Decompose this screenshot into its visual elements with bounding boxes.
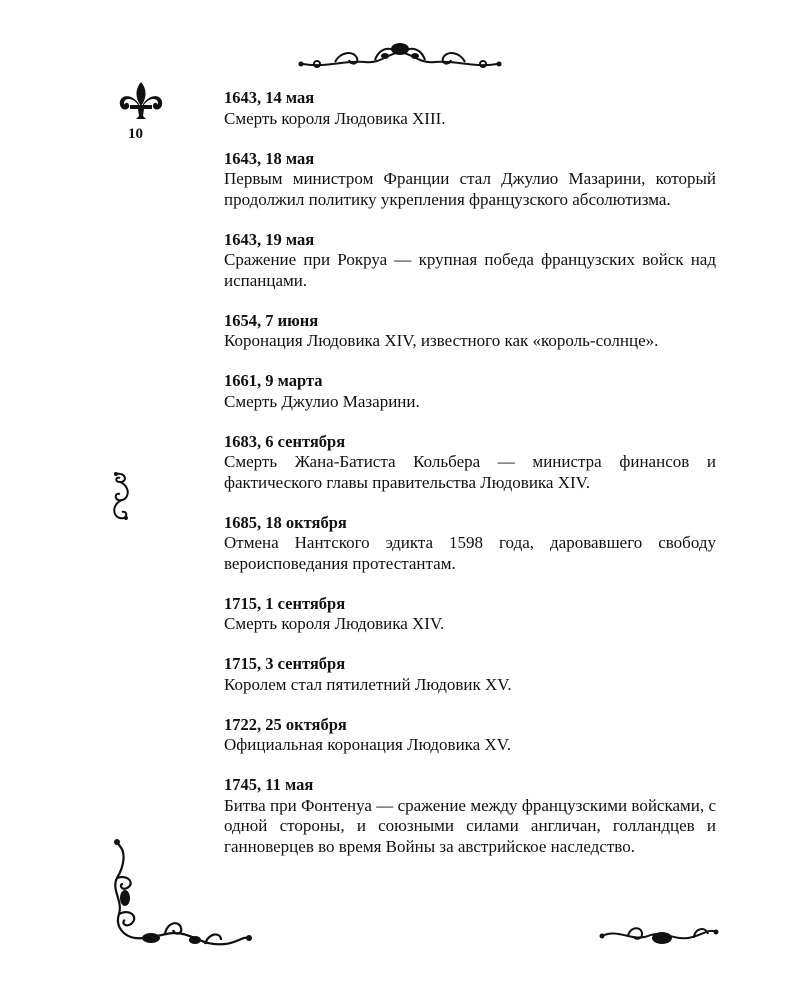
- entry-text: Коронация Людовика XIV, известного как «король-солнце».: [224, 331, 659, 350]
- chronology-entry: [224, 775, 716, 857]
- entry-date: 1685, 18 октября: [224, 512, 347, 532]
- entry-date: 1715, 1 сентября: [224, 593, 346, 613]
- entry-date: 1683, 6 сентября: [224, 431, 346, 451]
- entry-text: Сражение при Рокруа — крупная победа французских войск над испанцами.: [224, 250, 716, 290]
- chronology-entry: [224, 88, 716, 129]
- entry-date: 1654, 7 июня: [224, 310, 319, 330]
- chronology-entry: [224, 715, 716, 756]
- entry-date: 1715, 3 сентября: [224, 654, 346, 673]
- entry-text: Королем стал пятилетний Людовик XV.: [224, 674, 512, 694]
- entry-text: Смерть Жана-Батиста Кольбера — министра финансов и фактического главы правительства Людовика XIV.: [224, 452, 716, 492]
- entry-date: 1643, 14 мая: [224, 88, 315, 107]
- chronology-entry: [224, 230, 716, 292]
- entry-text: Смерть Джулио Мазарини.: [224, 391, 420, 411]
- entry-text: Битва при Фонтенуа — сражение между французскими войсками, с одной стороны, и союзными силами англичан, голландцев и ганноверцев во время Войны за австрийское наследство.: [224, 795, 716, 856]
- entry-date: 1643, 19 мая: [224, 229, 315, 249]
- chronology-entry: [224, 149, 716, 211]
- page-number: 10: [128, 126, 143, 142]
- chronology-entry: [224, 371, 716, 412]
- entry-text: Официальная коронация Людовика XV.: [224, 735, 512, 754]
- entry-text: Первым министром Франции стал Джулио Мазарини, который продолжил политику укрепления французского абсолютизма.: [224, 169, 716, 209]
- chronology-entry: [224, 513, 716, 575]
- chronology-list: [224, 88, 716, 877]
- entry-date: 1661, 9 марта: [224, 371, 323, 390]
- entry-text: Отмена Нантского эдикта 1598 года, даровавшего свободу вероисповедания протестантам.: [224, 533, 716, 573]
- margin-scroll-icon: [108, 470, 134, 522]
- chronology-entry: [224, 432, 716, 494]
- chronology-entry: [224, 311, 716, 352]
- entry-text: Смерть короля Людовика XIII.: [224, 108, 446, 128]
- entry-date: 1722, 25 октября: [224, 714, 347, 734]
- chronology-entry: [224, 594, 716, 635]
- chronology-entry: [224, 654, 716, 695]
- entry-text: Смерть короля Людовика XIV.: [224, 614, 445, 633]
- bottom-ornament-icon: [598, 920, 720, 950]
- entry-date: 1745, 11 мая: [224, 775, 314, 794]
- entry-date: 1643, 18 мая: [224, 148, 315, 168]
- top-ornament-icon: [295, 38, 505, 72]
- fleur-de-lis-icon: [116, 80, 166, 120]
